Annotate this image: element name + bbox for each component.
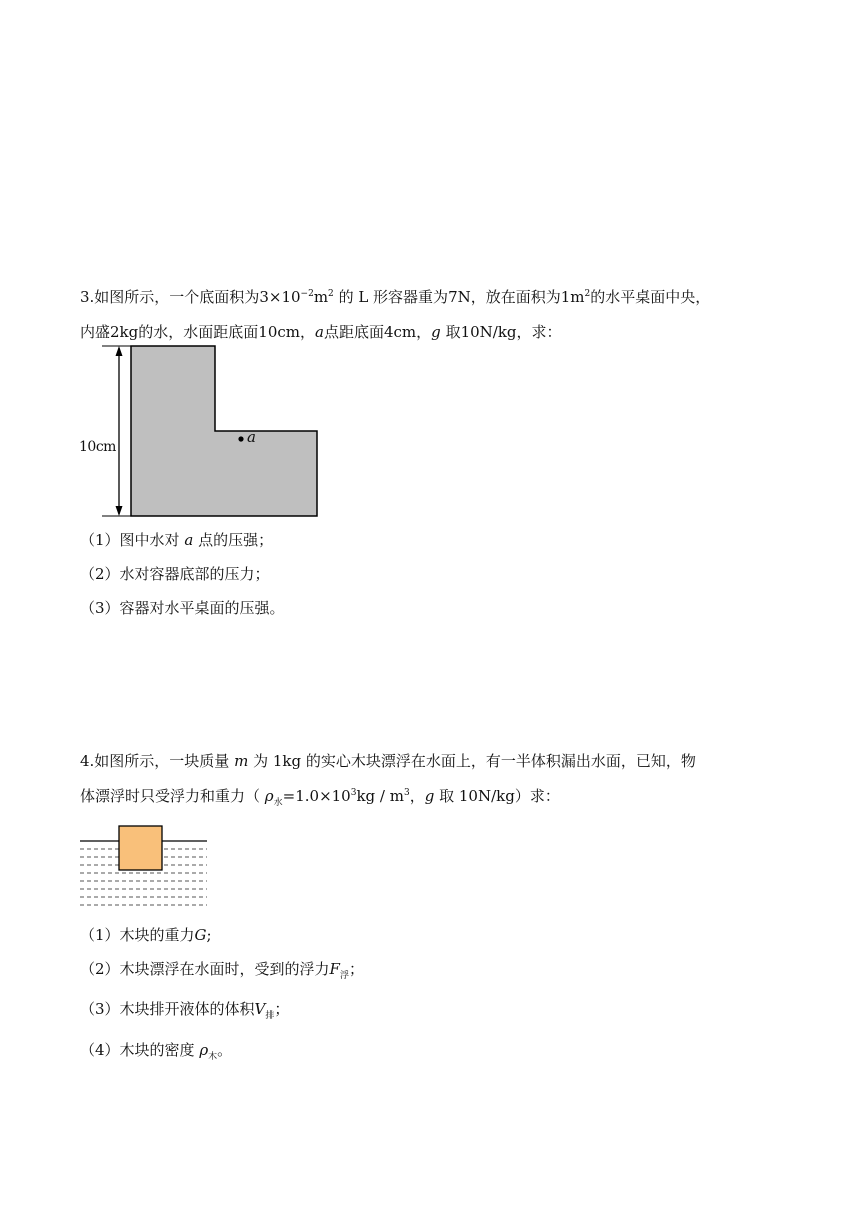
q4-rho-unit-exponent: 3 — [403, 788, 410, 798]
q4-volume-subscript: 排 — [265, 1011, 275, 1021]
q4-buoyancy-symbol: F — [329, 960, 340, 978]
q3-text: 的水平桌面中央， — [590, 288, 711, 306]
q3-container-shape — [131, 346, 317, 516]
q4-density-symbol: ρ — [199, 1041, 209, 1059]
q3-text: ，放在面积为 — [470, 288, 561, 306]
q4-sub-question-4 — [80, 1040, 232, 1060]
q4-text: ， — [409, 787, 425, 805]
q4-text: ； — [348, 960, 364, 978]
q4-text: 4.如图所示，一块质量 — [80, 752, 230, 770]
q4-rho-symbol: ρ — [264, 787, 274, 805]
q3-area-value: 3×10 — [259, 288, 301, 306]
q3-text: ，求： — [516, 323, 562, 341]
q3-dimension-arrow-bottom — [116, 506, 123, 516]
q4-floating-block-figure — [80, 822, 210, 914]
q3-dimension-arrow-top — [116, 346, 123, 356]
q3-text: 内盛 — [80, 323, 111, 341]
q4-sub-question-1 — [80, 925, 212, 945]
q4-buoyancy-subscript: 浮 — [339, 971, 349, 981]
q4-stem-line-2 — [80, 786, 560, 806]
q4-wood-block — [119, 826, 162, 870]
q4-rho-subscript: 水 — [273, 798, 283, 808]
q3-water-mass: 2kg — [110, 323, 139, 341]
q3-g-symbol: g — [431, 323, 441, 341]
q4-volume-symbol: V — [254, 1000, 266, 1018]
q3-stem-line-2 — [80, 322, 562, 342]
q4-text: ； — [274, 1000, 290, 1018]
q3-sub-question-2: （2）水对容器底部的压力； — [80, 565, 270, 583]
q4-mass-symbol: m — [234, 752, 249, 770]
q3-text: （1）图中水对 — [80, 531, 180, 549]
q3-text: 3.如图所示，一个底面积为 — [80, 288, 260, 306]
q4-text: 为 1kg 的实心木块漂浮在水面上，有一半体积漏出水面，已知，物 — [253, 752, 696, 770]
q3-l-container-figure — [78, 340, 328, 520]
q3-table-area: 1m — [560, 288, 585, 306]
q3-point-label: a — [247, 428, 256, 446]
q4-text: 取 10N/kg）求： — [439, 787, 560, 805]
q3-table-area-exponent: 2 — [584, 289, 591, 299]
q3-text: 取 — [445, 323, 461, 341]
q4-text: 。 — [217, 1041, 233, 1059]
q3-point-depth: 4cm — [383, 323, 417, 341]
q4-text: ; — [206, 926, 212, 944]
q3-sub-question-3: （3）容器对水平桌面的压强。 — [80, 599, 285, 617]
q4-sub-question-2 — [80, 959, 364, 979]
q3-text: 的 L 形容器重为 — [338, 288, 449, 306]
q3-weight: 7N — [448, 288, 471, 306]
q4-text: 体漂浮时只受浮力和重力（ — [80, 787, 261, 805]
q3-point-symbol: a — [315, 323, 324, 341]
q3-text: ， — [300, 323, 316, 341]
q4-text: （1）木块的重力 — [80, 926, 195, 944]
q3-area-unit-exponent: 2 — [328, 289, 334, 299]
q4-text: （4）木块的密度 — [80, 1041, 195, 1059]
q4-rho-value: =1.0×10 — [282, 787, 351, 805]
q3-text: ， — [416, 323, 432, 341]
q4-stem-line-1 — [80, 751, 696, 771]
q4-rho-unit: kg / m — [356, 787, 404, 805]
q3-text: 点的压强； — [198, 531, 274, 549]
q3-stem-line-1 — [80, 287, 710, 307]
q3-sub-question-1 — [80, 530, 273, 550]
q4-text: （3）木块排开液体的体积 — [80, 1000, 255, 1018]
q3-text: 点距底面 — [323, 323, 384, 341]
q4-sub-question-3 — [80, 999, 289, 1019]
q3-area-unit: m — [313, 288, 329, 306]
q4-gravity-symbol: G — [194, 926, 207, 944]
q4-rho-exponent: 3 — [350, 788, 357, 798]
q3-text: 的水，水面距底面 — [138, 323, 259, 341]
q4-text: （2）木块漂浮在水面时，受到的浮力 — [80, 960, 330, 978]
q3-water-depth: 10cm — [258, 323, 300, 341]
q3-g-value: 10N/kg — [460, 323, 517, 341]
q3-point-a-dot — [238, 436, 243, 441]
q3-area-exponent: −2 — [300, 289, 314, 299]
q4-g-symbol: g — [424, 787, 435, 805]
q3-dimension-label: 10cm — [79, 439, 116, 455]
q4-density-subscript: 木 — [208, 1052, 218, 1062]
q3-point-symbol: a — [184, 531, 194, 549]
